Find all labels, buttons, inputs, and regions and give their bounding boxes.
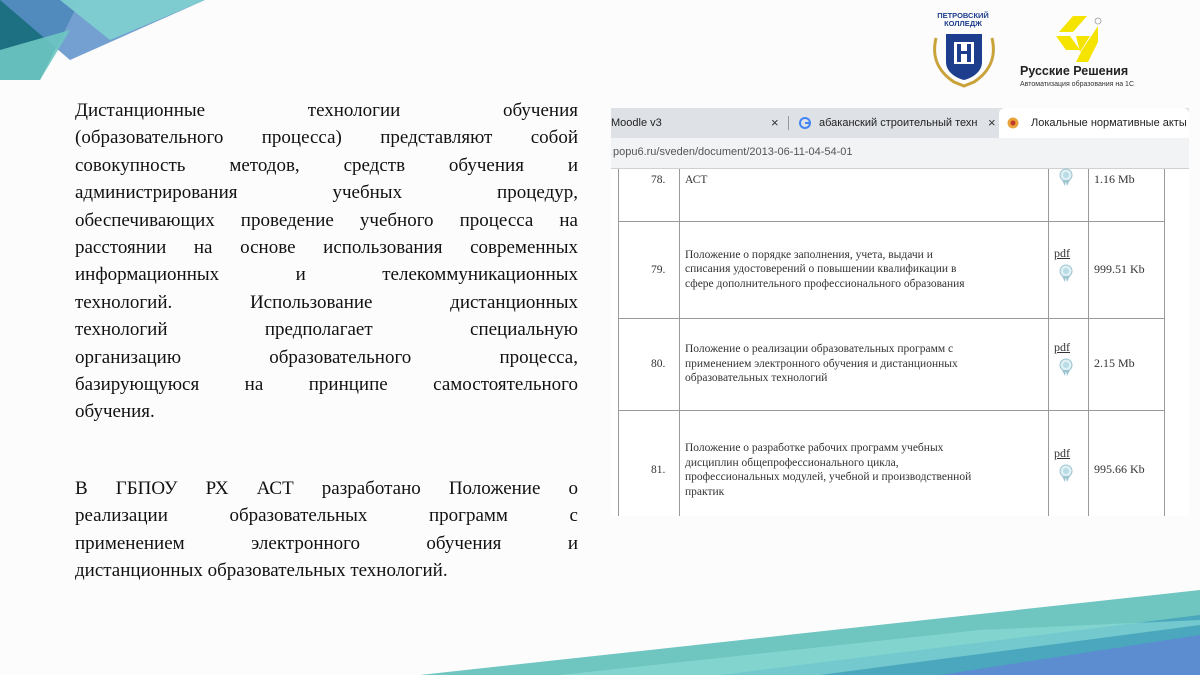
text-line: дистанционных образовательных технологий. (75, 560, 448, 582)
close-icon[interactable]: × (771, 115, 779, 130)
document-title-line: Положение о порядке заполнения, учета, выдачи и (685, 248, 933, 261)
signature-seal-icon (1059, 358, 1073, 376)
table-row-border (618, 318, 1164, 319)
text-line: реализации образовательных программ с (75, 505, 578, 527)
browser-tab-bar (611, 108, 1189, 138)
row-number: 79. (651, 263, 666, 276)
document-title-line: АСТ (685, 173, 708, 186)
text-line: совокупность методов, средств обучения и (75, 154, 578, 176)
college-name: ПЕТРОВСКИЙ КОЛЛЕДЖ (937, 11, 989, 28)
file-size: 1.16 Mb (1094, 172, 1135, 186)
close-icon[interactable]: × (988, 115, 996, 130)
table-column-border (1164, 169, 1165, 516)
document-title-line: списания удостоверений о повышении квалификации в (685, 263, 957, 276)
text-line: информационных и телекоммуникационных (75, 264, 578, 286)
file-size: 999.51 Kb (1094, 261, 1145, 276)
file-size: 2.15 Mb (1094, 356, 1135, 370)
text-line: технологий предполагает специальную (75, 319, 578, 341)
pdf-link[interactable]: pdf (1054, 245, 1070, 260)
text-line: обеспечивающих проведение учебного процесса на (75, 209, 578, 231)
document-title-line: образовательных технологий (685, 372, 828, 385)
signature-seal-icon (1059, 168, 1073, 186)
table-row-border (618, 410, 1164, 411)
browser-screenshot (611, 108, 1189, 516)
document-title-line: сфере дополнительного профессионального образования (685, 277, 965, 290)
text-line: администрирования учебных процедур, (75, 182, 578, 204)
text-line: расстоянии на основе использования современных (75, 237, 578, 259)
document-title-line: применением электронного обучения и дистанционных (685, 357, 958, 370)
document-title-line: дисциплин общепрофессионального цикла, (685, 456, 899, 469)
google-icon (799, 117, 811, 129)
tab-google-search[interactable]: абаканский строительный техн × (797, 108, 997, 138)
table-row-border (618, 221, 1164, 222)
row-number: 80. (651, 358, 666, 370)
pdf-link[interactable]: pdf (1054, 340, 1070, 354)
document-table (611, 169, 1189, 516)
document-title-line: практик (685, 485, 725, 498)
text-line: технологий. Использование дистанционных (75, 291, 578, 313)
file-size: 995.66 Kb (1094, 462, 1145, 476)
russkie-resheniya-logo-icon (1054, 16, 1104, 64)
text-line: В ГБПОУ РХ АСТ разработано Положение о (75, 478, 578, 499)
signature-seal-icon (1059, 264, 1073, 282)
text-line: базирующуюся на принципе самостоятельного (75, 374, 578, 396)
bottom-right-decoration (420, 590, 1200, 675)
site-favicon-icon (1007, 117, 1019, 129)
text-line: обучения. (75, 401, 155, 423)
paragraph-regulation (75, 475, 578, 585)
document-title-line: Положение о разработке рабочих программ учебных (685, 442, 944, 454)
address-bar[interactable] (611, 138, 1189, 169)
russkie-resheniya-tagline: Автоматизация образования на 1С (1020, 81, 1135, 88)
russkie-resheniya-name: Русские Решения (1020, 64, 1129, 78)
paragraph-distance-tech (75, 97, 578, 426)
pdf-link[interactable]: pdf (1054, 446, 1070, 460)
text-line: Дистанционные технологии обучения (75, 100, 578, 121)
document-title-line: профессиональных модулей, учебной и производственной (685, 471, 972, 483)
top-left-decoration (0, 0, 260, 80)
text-line: (образовательного процесса) представляют собой (75, 127, 578, 149)
url-text: popu6.ru/sveden/document/2013-06-11-04-54-01 (613, 146, 853, 158)
logos (924, 10, 1184, 90)
tab-local-acts[interactable]: Локальные нормативные акты (999, 108, 1189, 138)
text-line: применением электронного обучения и (75, 532, 578, 554)
row-number: 81. (651, 464, 666, 476)
text-line: организацию образовательного процесса, (75, 346, 578, 368)
row-number: 78. (651, 174, 666, 186)
tab-moodle[interactable]: Moodle v3 × (611, 108, 787, 138)
signature-seal-icon (1059, 464, 1073, 482)
document-title-line: Положение о реализации образовательных программ с (685, 343, 954, 356)
